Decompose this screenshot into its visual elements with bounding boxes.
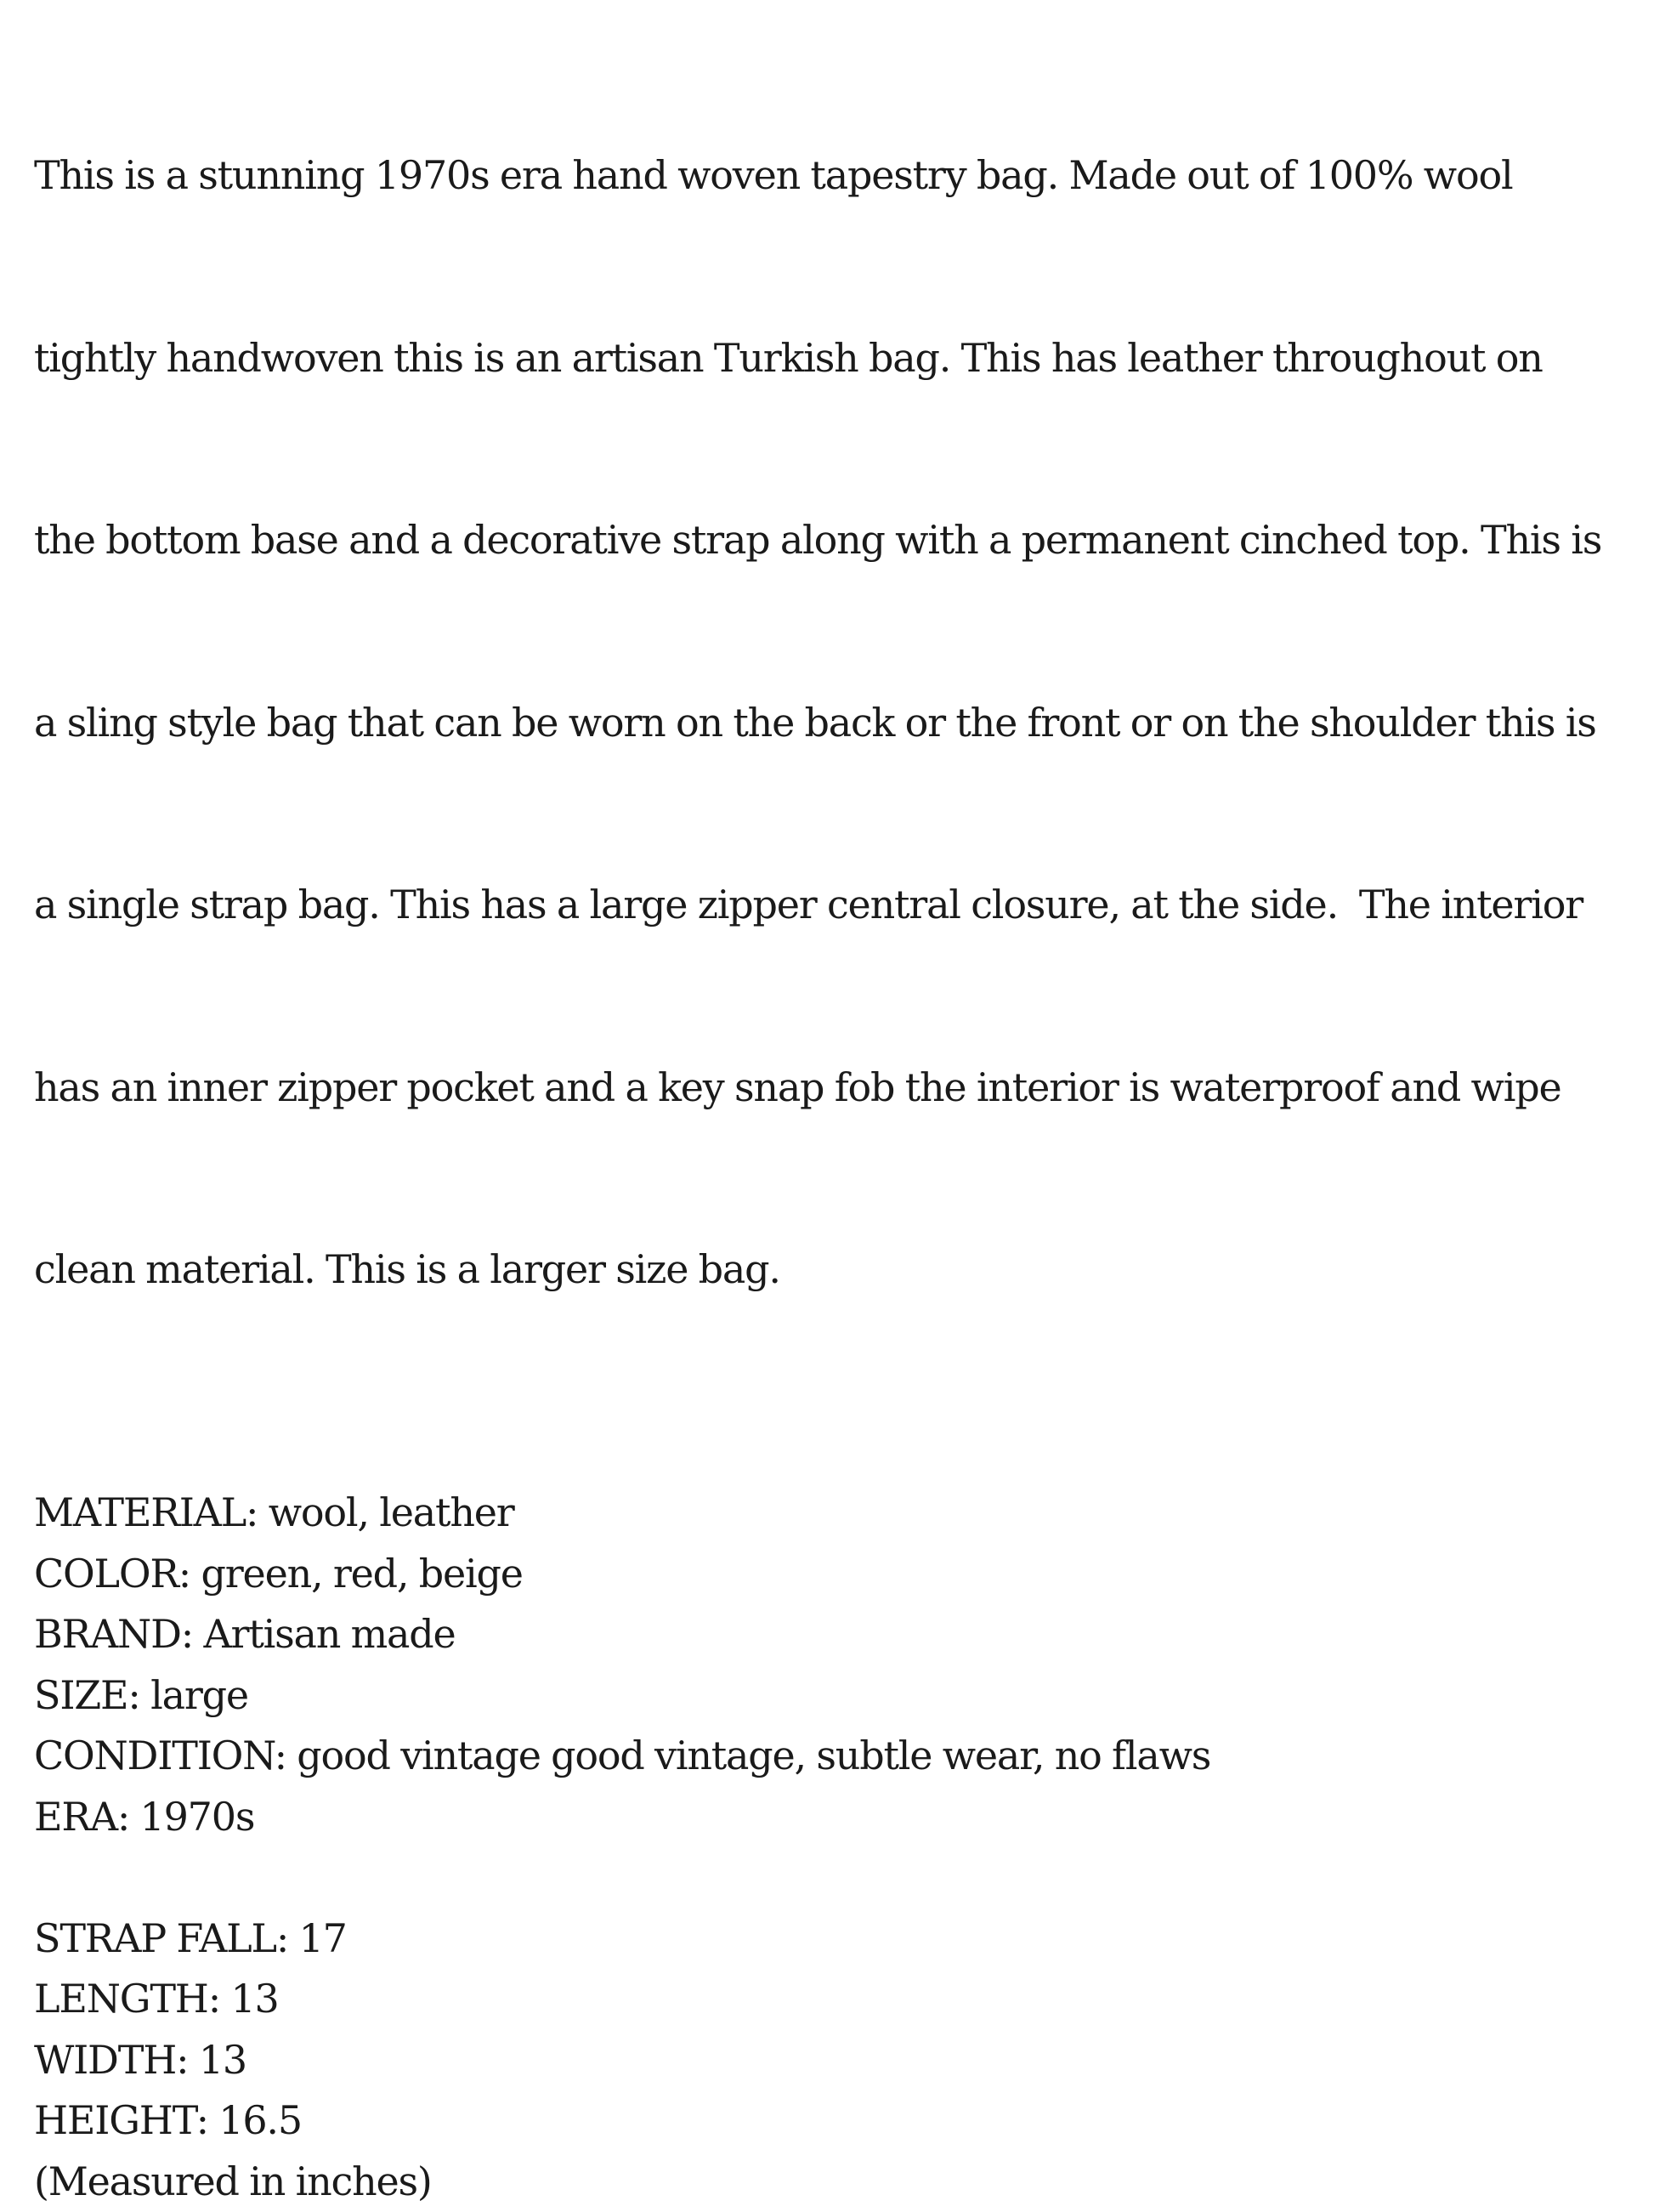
description-line: tightly handwoven this is an artisan Turkish bag. This has leather throughout on [34, 328, 1632, 389]
description-paragraph [34, 24, 1632, 1422]
measurement-length: LENGTH: 13 [34, 1969, 1632, 2030]
description-line: a sling style bag that can be worn on the back or the front or on the shoulder this is [34, 693, 1632, 754]
detail-brand: BRAND: Artisan made [34, 1604, 1632, 1665]
measurements-list [34, 1909, 1632, 2212]
detail-color: COLOR: green, red, beige [34, 1544, 1632, 1605]
measurement-unit-note: (Measured in inches) [34, 2152, 1632, 2212]
description-line: a single strap bag. This has a large zipper central closure, at the side. The interior [34, 875, 1632, 936]
details-list [34, 1483, 1632, 1847]
detail-size: SIZE: large [34, 1665, 1632, 1727]
description-line: clean material. This is a larger size bag. [34, 1239, 1632, 1301]
description-line: has an inner zipper pocket and a key snap fob the interior is waterproof and wipe [34, 1058, 1632, 1119]
measurement-width: WIDTH: 13 [34, 2030, 1632, 2091]
detail-material: MATERIAL: wool, leather [34, 1483, 1632, 1544]
detail-condition: CONDITION: good vintage good vintage, subtle wear, no flaws [34, 1726, 1632, 1787]
description-line: This is a stunning 1970s era hand woven tapestry bag. Made out of 100% wool [34, 145, 1632, 207]
measurement-height: HEIGHT: 16.5 [34, 2090, 1632, 2152]
description-line: the bottom base and a decorative strap along with a permanent cinched top. This is [34, 510, 1632, 571]
listing-description [34, 24, 1632, 2212]
detail-era: ERA: 1970s [34, 1787, 1632, 1848]
measurement-strap-fall: STRAP FALL: 17 [34, 1909, 1632, 1970]
